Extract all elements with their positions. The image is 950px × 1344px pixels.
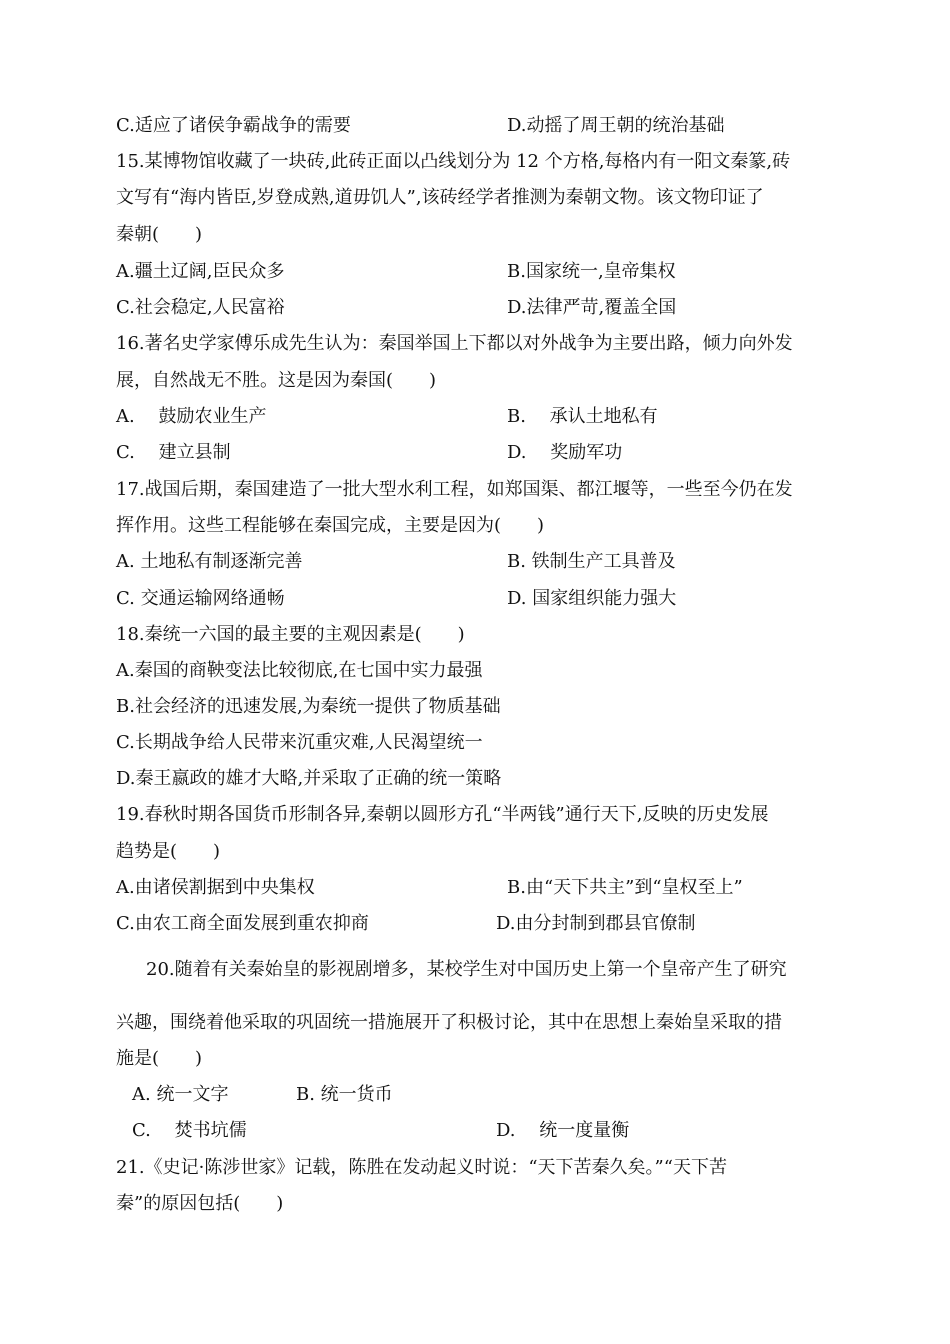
- q21-stem-line-1: 21.《史记·陈涉世家》记载，陈胜在发动起义时说：“天下苦秦久矣。”“天下苦: [116, 1157, 727, 1178]
- q16-option-d: D. 奖励军功: [507, 442, 623, 463]
- q20-stem-line-2: 兴趣，围绕着他采取的巩固统一措施展开了积极讨论，其中在思想上秦始皇采取的措: [116, 1012, 782, 1033]
- q15-stem-line-1: 15.某博物馆收藏了一块砖,此砖正面以凸线划分为 12 个方格,每格内有一阳文秦篆,砖: [116, 151, 791, 172]
- q14-option-c: C.适应了诸侯争霸战争的需要: [116, 115, 351, 136]
- q15-option-b: B.国家统一,皇帝集权: [507, 261, 676, 282]
- q20-stem-line-3: 施是( ): [116, 1048, 203, 1069]
- q21-stem-line-2: 秦”的原因包括( ): [116, 1193, 284, 1214]
- q17-option-a: A. 土地私有制逐渐完善: [116, 551, 303, 572]
- q15-stem-line-2: 文写有“海内皆臣,岁登成熟,道毋饥人”,该砖经学者推测为秦朝文物。该文物印证了: [116, 187, 764, 208]
- q16-option-a: A. 鼓励农业生产: [116, 406, 267, 427]
- q20-option-a: A. 统一文字: [132, 1084, 229, 1105]
- q19-option-a: A.由诸侯割据到中央集权: [116, 877, 315, 898]
- q20-option-d: D. 统一度量衡: [496, 1120, 630, 1141]
- q15-option-c: C.社会稳定,人民富裕: [116, 297, 285, 318]
- q16-stem-line-2: 展，自然战无不胜。这是因为秦国( ): [116, 370, 437, 391]
- q17-option-d: D. 国家组织能力强大: [507, 588, 677, 609]
- q18-option-d: D.秦王嬴政的雄才大略,并采取了正确的统一策略: [116, 768, 502, 789]
- q20-option-c: C. 焚书坑儒: [132, 1120, 247, 1141]
- q16-stem-line-1: 16.著名史学家傅乐成先生认为：秦国举国上下都以对外战争为主要出路，倾力向外发: [116, 333, 793, 354]
- q17-stem-line-2: 挥作用。这些工程能够在秦国完成，主要是因为( ): [116, 515, 545, 536]
- q17-option-b: B. 铁制生产工具普及: [507, 551, 676, 572]
- q17-option-c: C. 交通运输网络通畅: [116, 588, 285, 609]
- q19-option-b: B.由“天下共主”到“皇权至上”: [507, 877, 743, 898]
- q20-stem-line-1: 20.随着有关秦始皇的影视剧增多，某校学生对中国历史上第一个皇帝产生了研究: [146, 959, 787, 980]
- q15-stem-line-3: 秦朝( ): [116, 224, 203, 245]
- q18-stem-line-1: 18.秦统一六国的最主要的主观因素是( ): [116, 624, 465, 645]
- q16-option-c: C. 建立县制: [116, 442, 231, 463]
- q18-option-b: B.社会经济的迅速发展,为秦统一提供了物质基础: [116, 696, 501, 717]
- q16-option-b: B. 承认土地私有: [507, 406, 658, 427]
- q19-option-d: D.由分封制到郡县官僚制: [496, 913, 696, 934]
- q14-option-d: D.动摇了周王朝的统治基础: [507, 115, 725, 136]
- q18-option-c: C.长期战争给人民带来沉重灾难,人民渴望统一: [116, 732, 483, 753]
- q19-option-c: C.由农工商全面发展到重农抑商: [116, 913, 369, 934]
- q19-stem-line-2: 趋势是( ): [116, 841, 221, 862]
- q15-option-a: A.疆土辽阔,臣民众多: [116, 261, 285, 282]
- q19-stem-line-1: 19.春秋时期各国货币形制各异,秦朝以圆形方孔“半两钱”通行天下,反映的历史发展: [116, 804, 769, 825]
- q20-option-b: B. 统一货币: [296, 1084, 393, 1105]
- q17-stem-line-1: 17.战国后期，秦国建造了一批大型水利工程，如郑国渠、都江堰等，一些至今仍在发: [116, 479, 793, 500]
- q15-option-d: D.法律严苛,覆盖全国: [507, 297, 677, 318]
- q18-option-a: A.秦国的商鞅变法比较彻底,在七国中实力最强: [116, 660, 483, 681]
